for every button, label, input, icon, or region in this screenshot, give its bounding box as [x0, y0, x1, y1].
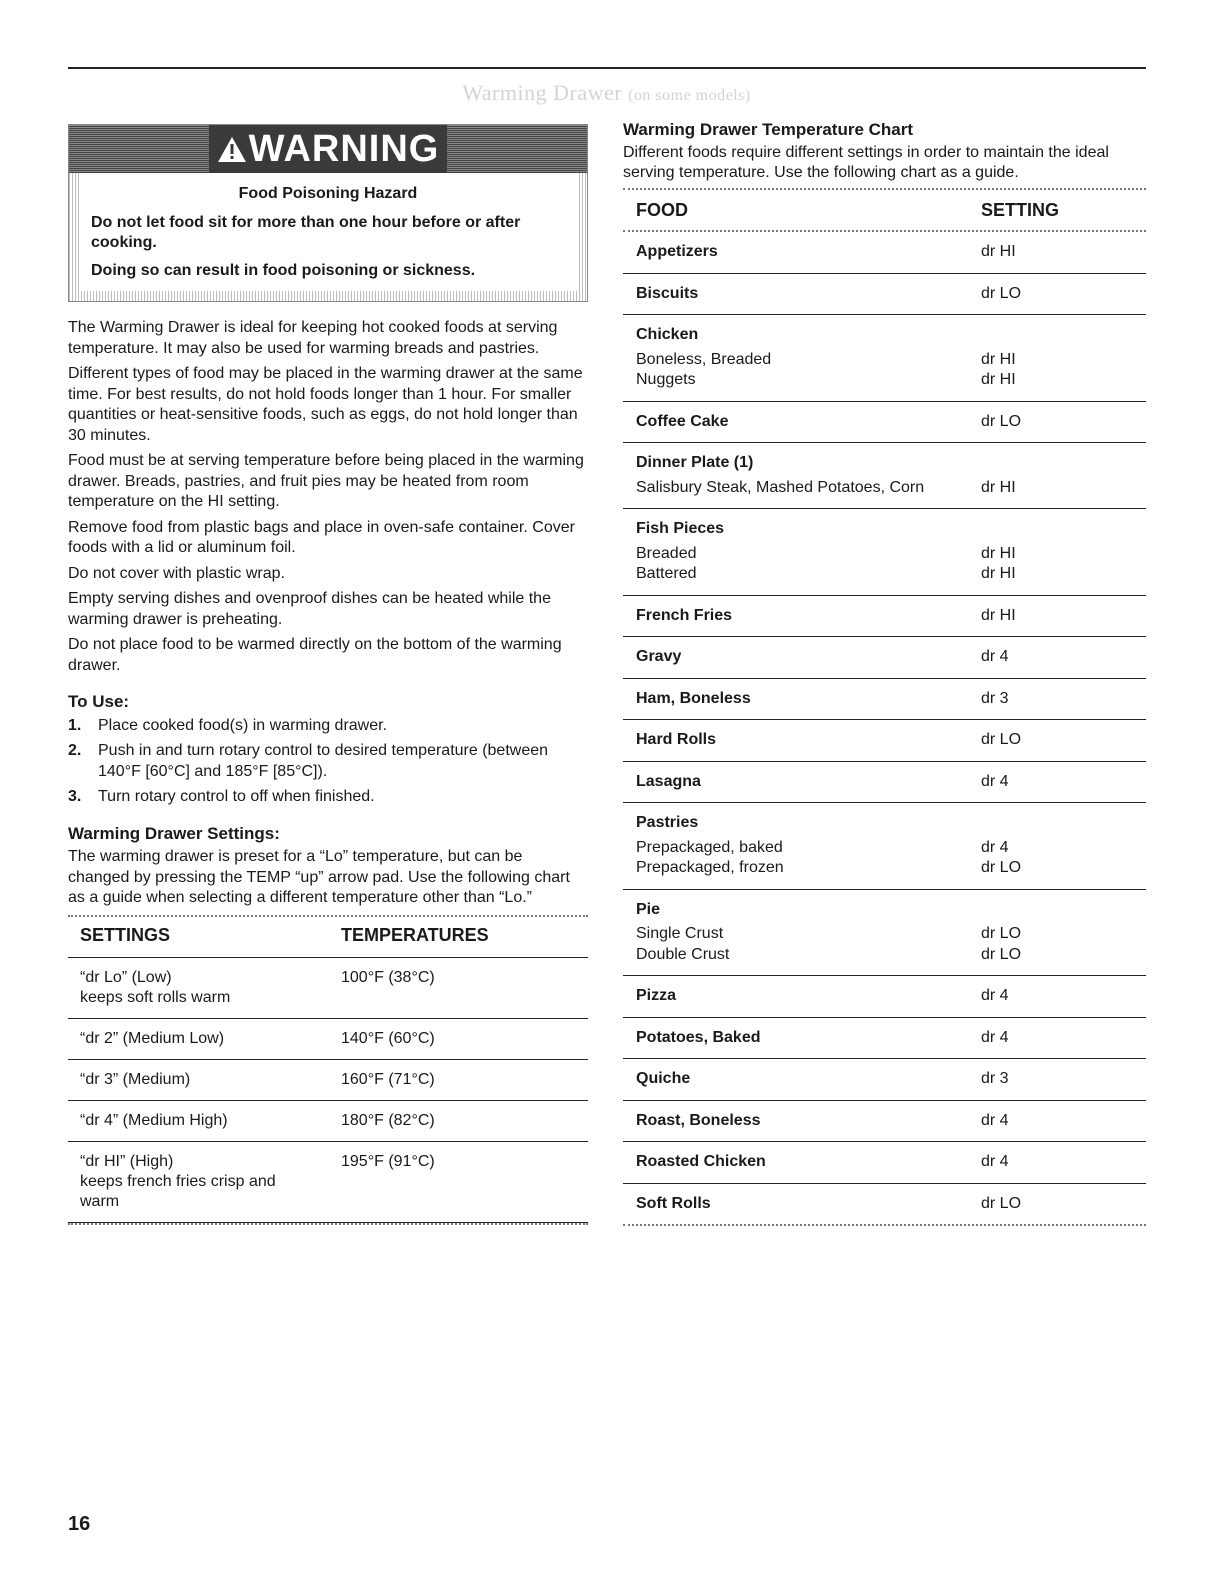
settings-text: The warming drawer is preset for a “Lo” temperature, but can be changed by pressing the TEMP “up” arrow pad. Use the following chart as a guide when selecting a different temperature other than “Lo.”	[68, 848, 570, 906]
food-subitem-name: Prepackaged, baked	[636, 838, 783, 856]
food-setting: dr LO	[981, 731, 1022, 748]
table-row	[623, 508, 1146, 595]
food-subitem	[636, 544, 1146, 565]
food-name: Lasagna	[636, 772, 701, 790]
table-row	[68, 1101, 588, 1142]
food-name: Chicken	[636, 326, 699, 343]
food-setting: dr LO	[981, 1194, 1022, 1212]
setting-name: “dr 2” (Medium Low)	[80, 1030, 225, 1047]
warning-box	[68, 124, 588, 302]
table-bottom-rule	[623, 1224, 1146, 1226]
intro-paragraph: Do not cover with plastic wrap.	[68, 564, 285, 582]
food-name: Biscuits	[636, 284, 699, 302]
food-subitem	[636, 945, 1146, 966]
food-subitem-name: Boneless, Breaded	[636, 350, 772, 368]
temperature-cell: 180°F (82°C)	[341, 1112, 435, 1129]
table-row	[68, 1019, 588, 1060]
food-setting: dr HI	[981, 565, 1016, 582]
food-setting: dr 3	[981, 689, 1009, 707]
settings-heading: Warming Drawer Settings:	[68, 823, 280, 843]
table-row	[623, 1017, 1146, 1059]
food-table	[623, 188, 1146, 1227]
table-row	[623, 1141, 1146, 1183]
food-name: Hard Rolls	[636, 731, 717, 748]
food-name: Roast, Boneless	[636, 1111, 761, 1129]
setting-name: “dr HI” (High)	[80, 1153, 174, 1170]
intro-paragraph: Remove food from plastic bags and place in oven-safe container. Cover foods with a lid or aluminum foil.	[68, 518, 575, 556]
setting-name: “dr Lo” (Low)	[80, 969, 172, 986]
table-row	[623, 1183, 1146, 1225]
table-row	[623, 719, 1146, 761]
settings-col-header: SETTINGS	[80, 924, 171, 945]
to-use-heading: To Use:	[68, 692, 130, 711]
settings-table	[68, 915, 588, 1226]
page-number: 16	[68, 1513, 91, 1535]
table-row	[623, 678, 1146, 720]
setting-name: “dr 4” (Medium High)	[80, 1112, 228, 1129]
food-setting: dr LO	[981, 412, 1022, 430]
food-subitem-name: Double Crust	[636, 945, 730, 963]
food-setting: dr 4	[981, 648, 1009, 665]
temperature-cell: 140°F (60°C)	[341, 1030, 435, 1047]
food-name: Coffee Cake	[636, 412, 729, 430]
food-setting: dr HI	[981, 478, 1016, 496]
intro-paragraph: The Warming Drawer is ideal for keeping hot cooked foods at serving temperature. It may also be used for warming breads and pastries.	[68, 319, 558, 357]
setting-cell	[80, 1152, 341, 1212]
warning-body	[79, 173, 577, 291]
food-setting: dr 4	[981, 1028, 1009, 1046]
intro-paragraph: Empty serving dishes and ovenproof dishes can be heated while the warming drawer is preheating.	[68, 590, 551, 628]
warning-label-box	[209, 125, 448, 173]
food-name: Potatoes, Baked	[636, 1028, 761, 1046]
table-bottom-rule	[68, 1223, 588, 1225]
setting-col-header: SETTING	[981, 199, 1060, 220]
food-subitem	[636, 478, 1146, 499]
right-column	[623, 120, 1146, 1226]
table-row	[623, 1100, 1146, 1142]
table-row	[623, 232, 1146, 273]
table-row	[623, 761, 1146, 803]
step-number: 2.	[68, 742, 82, 759]
food-name: Gravy	[636, 648, 682, 665]
food-name: Fish Pieces	[636, 520, 725, 537]
setting-note: keeps soft rolls warm	[80, 989, 231, 1006]
intro-paragraph: Do not place food to be warmed directly on the bottom of the warming drawer.	[68, 636, 562, 674]
temperature-cell: 160°F (71°C)	[341, 1071, 435, 1088]
food-subitem-name: Battered	[636, 565, 697, 582]
top-rule	[68, 67, 1146, 69]
table-row	[623, 802, 1146, 889]
temperatures-col-header: TEMPERATURES	[341, 924, 489, 945]
table-row	[623, 314, 1146, 401]
step-text: Push in and turn rotary control to desired temperature (between 140°F [60°C] and 185°F [85°C]).	[98, 742, 549, 780]
food-setting: dr HI	[981, 350, 1016, 368]
to-use-steps	[68, 716, 588, 808]
warning-hazard: Food Poisoning Hazard	[238, 185, 418, 202]
food-setting: dr 4	[981, 838, 1009, 856]
food-col-header: FOOD	[636, 199, 688, 220]
food-setting: dr HI	[981, 243, 1016, 260]
food-setting: dr LO	[981, 925, 1022, 942]
step-number: 1.	[68, 716, 82, 734]
warning-header	[69, 125, 587, 173]
temperature-cell: 195°F (91°C)	[341, 1153, 435, 1170]
food-name: Soft Rolls	[636, 1194, 711, 1212]
food-setting: dr LO	[981, 945, 1022, 963]
food-subitem	[636, 924, 1146, 945]
food-setting: dr LO	[981, 284, 1022, 302]
food-rows	[623, 232, 1146, 1224]
food-subitem-name: Nuggets	[636, 371, 696, 388]
table-row	[623, 595, 1146, 637]
section-title	[0, 80, 1213, 106]
setting-name: “dr 3” (Medium)	[80, 1071, 191, 1088]
food-name: Pastries	[636, 814, 699, 831]
food-setting: dr 4	[981, 1153, 1009, 1170]
table-row	[623, 1058, 1146, 1100]
table-row	[68, 958, 588, 1019]
food-setting: dr HI	[981, 371, 1016, 388]
warning-triangle-icon	[217, 135, 247, 163]
settings-table-header	[68, 917, 588, 959]
step-item	[68, 716, 588, 737]
food-subitem	[636, 370, 1146, 391]
food-name: Appetizers	[636, 243, 718, 260]
food-setting: dr HI	[981, 606, 1016, 624]
temperature-cell: 100°F (38°C)	[341, 969, 435, 986]
food-setting: dr HI	[981, 544, 1016, 562]
warning-line-2: Doing so can result in food poisoning or sickness.	[91, 262, 476, 279]
warning-label: WARNING	[248, 127, 440, 170]
step-text: Turn rotary control to off when finished.	[98, 788, 375, 805]
food-table-header	[623, 190, 1146, 231]
food-name: Ham, Boneless	[636, 689, 751, 707]
section-title-text: Warming Drawer	[462, 80, 623, 105]
food-subitem-name: Salisbury Steak, Mashed Potatoes, Corn	[636, 478, 925, 496]
table-row	[68, 1142, 588, 1223]
food-name: Dinner Plate (1)	[636, 454, 754, 471]
food-subitem-name: Single Crust	[636, 925, 724, 942]
step-item	[68, 741, 588, 782]
intro-paragraph: Food must be at serving temperature before being placed in the warming drawer. Breads, pastries, and fruit pies may be heated from room temperature on the HI setting.	[68, 452, 584, 510]
food-setting: dr LO	[981, 859, 1022, 876]
food-subitem-name: Prepackaged, frozen	[636, 859, 784, 876]
food-name: Quiche	[636, 1070, 691, 1087]
food-name: Pie	[636, 900, 661, 918]
section-subtitle: (on some models)	[628, 87, 751, 104]
intro-paragraph: Different types of food may be placed in the warming drawer at the same time. For best results, do not hold foods longer than 1 hour. For smaller quantities or heat-sensitive foods, such as eggs, do not hold longer than 30 minutes.	[68, 365, 583, 444]
table-row	[623, 442, 1146, 508]
food-subitem-name: Breaded	[636, 544, 697, 562]
food-setting: dr 4	[981, 1111, 1009, 1129]
table-row	[623, 273, 1146, 315]
table-row	[623, 975, 1146, 1017]
table-row	[623, 401, 1146, 443]
food-subitem	[636, 564, 1146, 585]
food-setting: dr 4	[981, 772, 1009, 790]
temp-chart-intro: Different foods require different settings in order to maintain the ideal serving temperature. Use the following chart as a guide.	[623, 143, 1109, 181]
food-subitem	[636, 350, 1146, 371]
setting-cell	[80, 968, 341, 1008]
food-setting: dr 4	[981, 987, 1009, 1004]
food-name: French Fries	[636, 606, 733, 624]
setting-note: keeps french fries crisp and warm	[80, 1173, 276, 1210]
food-setting: dr 3	[981, 1070, 1009, 1087]
step-item	[68, 787, 588, 808]
table-row	[68, 1060, 588, 1101]
step-number: 3.	[68, 788, 82, 805]
food-name: Roasted Chicken	[636, 1153, 766, 1170]
left-column	[68, 318, 588, 1225]
food-subitem	[636, 838, 1146, 859]
temp-chart-heading: Warming Drawer Temperature Chart	[623, 120, 914, 139]
food-name: Pizza	[636, 987, 677, 1004]
table-row	[623, 636, 1146, 678]
step-text: Place cooked food(s) in warming drawer.	[98, 716, 388, 734]
warning-line-1: Do not let food sit for more than one hour before or after cooking.	[91, 214, 521, 251]
table-row	[623, 889, 1146, 976]
food-subitem	[636, 858, 1146, 879]
